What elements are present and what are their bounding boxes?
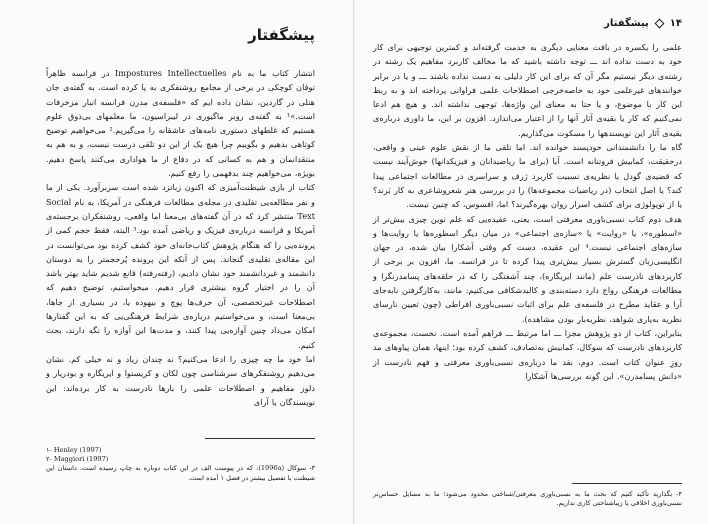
right-page	[355, 0, 708, 524]
running-head	[604, 18, 682, 29]
running-head-title: پیشگفتار	[604, 18, 649, 29]
footnotes	[46, 446, 315, 483]
paragraph: کتاب از بازی شیطنت‌آمیزی که اکنون زبانزد شده است سربرآورد. یکی از ما و نفر مطالعه‌یی تقلیدی در مجله‌ی مطالعات فرهنگی در آمریکا، به نام Social Text منتشر کرد که در آن گفته‌های بی‌معنا اما واقعی، روشنفکران برجسته‌ی آمریکا و فرانسه درباره‌ی فیزیک و ریاضی آمده بود.³ البته، فقط حجم کمی از پرونده‌یی را که هنگام پژوهش کتاب‌خانه‌ای خود کشف کرده بود می‌توانست در این مقاله‌ی تقلیدی گنجاند. پس از آنکه این پرونده پُرحجمتر را به دوستان دانشمند و غیردانشمند خود نشان دادیم، (رفته‌رفته) قانع شدیم شاید بهتر باشد آن را در اختیار گروه بیشتری قرار دهیم. میخواستیم، توضیح دهیم که اصطلاحات غیرتخصصی، آن حرف‌ها پوچ و بیهوده یا، در بسیاری از جاها، بی‌معنا است، و می‌خواستیم درباره‌ی شرایط فرهنگی‌یی که به این گفتارها امکان می‌داد چنین آوازه‌یی پیدا کنند، و مدت‌ها این آوازه را نگه دارند، بحث کنیم.	[46, 182, 316, 350]
paragraph: اما خود ما چه چیزی را ادعا می‌کنیم؟ نه چندان زیاد و نه خیلی کم. نشان می‌دهیم روشنفکرهای سرشناسی چون لکان و کریستوا و ایریگاره و بودریار و دلوز مفاهیم و اصطلاحات علمی را بارها نادرست به کار برده‌اند: این نویسندگان یا آرای	[46, 353, 315, 407]
footnote: ۱- Henley (1997)	[46, 446, 102, 454]
paragraph: هدف دوم کتاب نسبی‌باوری معرفتی است، یعنی، عقیده‌یی که علم نوین چیزی بیش‌تر از «اسطوره»، یا «روایت» یا «سازه‌ی اجتماعی» در میان دیگر اسطوره‌ها یا روایت‌ها و سازه‌های اجتماعی نیست.⁴ این عقیده، دست کم وقتی آشکارا بیان شده، در جهان انگلیسی‌زبان گسترش بسیار بیش‌تری پیدا کرده تا در فرانسه. ما، افزون بر برخی از کاربردهای نادرست علم (مانند ایریگاره)، چند آشفتگی را که در حلقه‌های پسامدرنگرا و مطالعات فرهنگی رواج دارد دسته‌بندی و کالبدشکافی می‌کنیم: مانند، به‌کارگرفتن نابه‌جای آرا و عقاید مطرح در فلسفه‌ی علم برای اثبات نسبی‌باوری افراطی (چون تعیین نارسای نظریه به‌یاری شواهد، نظریه‌بار بودن مشاهده).	[373, 213, 682, 324]
page-number: ۱۴	[669, 18, 682, 29]
footnotes	[373, 490, 682, 508]
diamond-icon	[654, 19, 664, 29]
footnote: ۴- بگذارید تأکید کنیم که بحث ما به نسبی‌باوری معرفتی/شناختی محدود می‌شود؛ ما به مسایل حساس‌تر نسبی‌باوری اخلاقی یا زیباشناختی کاری نداریم.	[373, 490, 682, 508]
paragraph: بنابراین، کتاب از دو پژوهش مجزا ـــ اما مرتبط ـــ فراهم آمده است. نخست، مجموعه‌ی کاربردهای نادرست که سوکال، کمابیش به‌تصادف، کشف کرده بود؛ اینها، همان پیاوهای مد روزِ عنوان کتاب است. دوم، نقد ما درباره‌ی نسبی‌باوری معرفتی و فهم نادرست از «دانش پسامدرن». این گونه بررسی‌ها آشکارا	[373, 327, 682, 381]
paragraph: انتشار کتاب ما به نام Impostures Intellectuelles در فرانسه ظاهراً توفان کوچکی در برخی از مجامع روشنفکری به پا کرده است. به گفته‌ی جان هنلی در گاردین، نشان داده ایم که «فلسفه‌ی مدرن فرانسه انبار مزخرفات است.»¹ به گفته‌ی روبر ماگیوری در لیبراسیون، ما معلمهای بی‌ذوق علوم هستیم که غلطهای دستوری نامه‌های عاشقانه را می‌گیریم.² می‌خواهیم توضیح کوتاهی بدهیم و بگوییم چرا هیچ یک از این دو تلقی درست نیست، و به هم به منتقدانمان و هم به کسانی که در دفاع از ما هواداری می‌کنند پاسخ دهیم. بویژه، می‌خواهیم چند بدفهمی را رفع کنیم.	[46, 68, 315, 179]
right-page-body	[373, 40, 682, 383]
left-page	[0, 0, 353, 524]
footnote: ۳- سوکال (1996a)، که در پیوست الف در این کتاب دوباره به چاپ رسیده است. داستان این شیطنت با تفصیل بیشتر در فصل ۱ آمده است.	[46, 464, 315, 482]
page-title: پیشگفتار	[248, 26, 315, 44]
left-page-body	[46, 66, 315, 409]
footnote-rule	[205, 438, 315, 439]
paragraph: گاه ما را دانشمندانی خودپسند خوانده اند. اما تلقی ما از نقش علوم عینی و واقعی، درحقیقت، کمابیش فروتنانه است. آیا (برای ما ریاضیدانان و فیزیکدانها) خوش‌آیند نیست که قضیه‌ی گودل یا نظریه‌ی نسبیت کاربرد ژرف و سراسری در مطالعات اجتماعی پیدا کند؟ یا اصل انتخاب (در ریاضیات مجموعه‌ها) را در بررسی هنر شعروشاعری به کار بَرند؟ یا از توپولوژی برای کشف اسرار روان بهره‌گیرند؟ اما، افسوس، که چنین نیست.	[373, 142, 682, 210]
footnote-rule	[572, 483, 682, 484]
paragraph: علمی را یکسره در بافت معنایی دیگری به خدمت گرفته‌اند و کمترین توجیهی برای کار خود به دست نداده اند ـــ توجه داشته باشید که ما مخالف کاربرد مفاهیم یک رشته در رشته‌ی دیگر نیستیم مگر آن که برای این کار دلیلی به دست نداده باشند ـــ و یا در برابر خوانندهای غیرعلمی خود به خاصه‌خرجی اصطلاحات علمی فراوانی پرداخته اند و به ربط این کار با موضوع، و یا حتا به معنای این واژه‌ها، توجهی نداشته اند. و هیچ هم ادعا نمی‌کنیم که کار یا بقیه‌ی آثار آنها را از اعتبار می‌اندازد. افزون بر این، ما داوری درباره‌ی بقیه‌ی آثار این نویسندهها را مسکوت می‌گذاریم.	[373, 42, 682, 138]
footnote: ۲- Maggiori (1997)	[46, 455, 109, 464]
